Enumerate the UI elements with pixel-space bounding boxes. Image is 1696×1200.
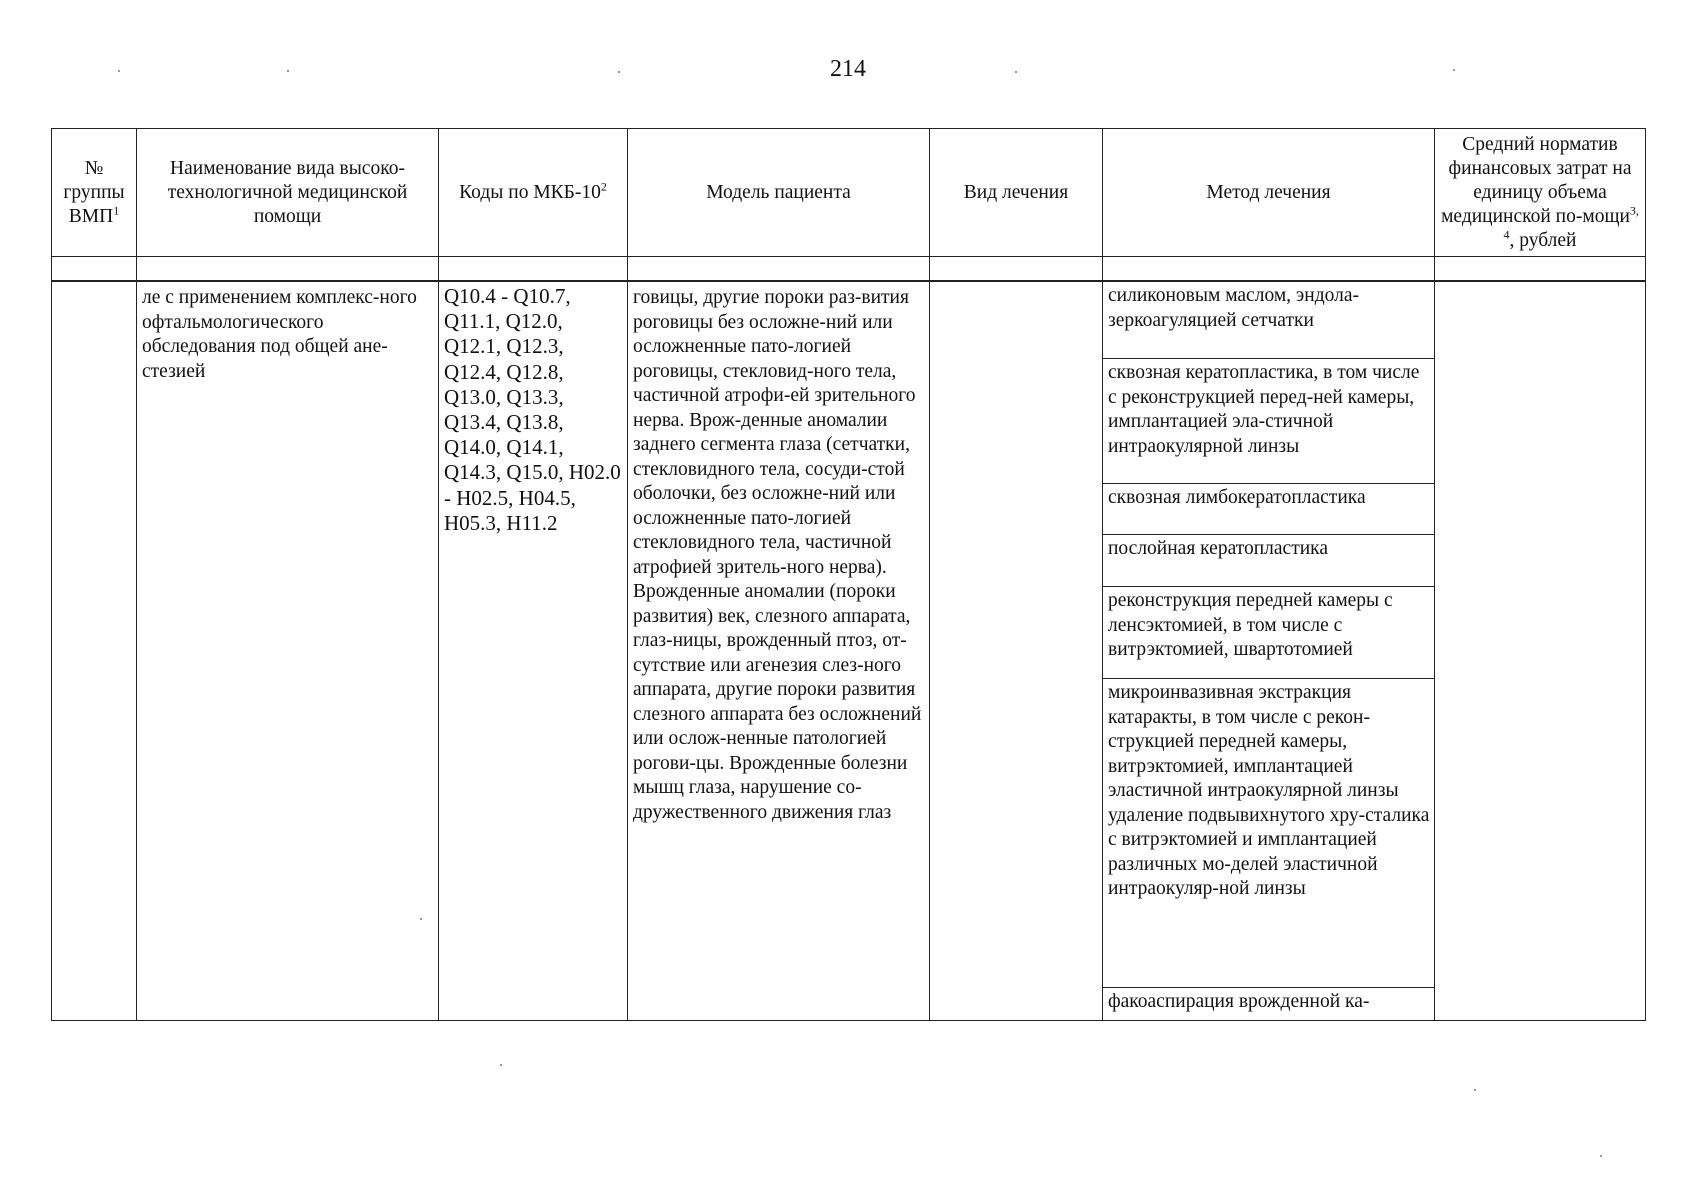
cell-treatment-type: [930, 281, 1103, 1021]
scan-speck: [500, 1064, 502, 1066]
method-item: реконструкция передней камеры с ленсэктомией, в том числе с витрэктомией, швартотомией: [1103, 587, 1434, 679]
header-row: [52, 129, 1646, 257]
header-cost-norm: Средний норматив финансовых затрат на единицу объема медицинской по-мощи$^{3, 4}$, рублей: [1435, 129, 1646, 257]
scan-speck: [118, 70, 120, 72]
vmp-table: [51, 128, 1646, 1021]
header-treatment-method: Метод лечения: [1103, 129, 1435, 257]
method-item: послойная кератопластика: [1103, 535, 1434, 587]
cell-patient-model: говицы, другие пороки раз-вития роговицы без осложне-ний или осложненные пато-логией роговицы, стекловид-ного тела, частичной атрофи-ей зрительного нерва. Врож-денные аномалии заднего сегмента глаза (сетчатки, стекловидного тела, сосуди-стой оболочки, без осложне-ний или осложненные пато-логией стекловидного тела, частичной атрофией зритель-ного нерва). Врожденные аномалии (пороки развития) век, слезного аппарата, глаз-ницы, врожденный птоз, от-сутствие или агенезия слез-ного аппарата, другие пороки развития слезного аппарата без осложнений или ослож-ненные патологией рогови-цы. Врожденные болезни мышц глаза, нарушение со-дружественного движения глаз: [628, 281, 930, 1021]
header-treatment-type: Вид лечения: [930, 129, 1103, 257]
header-care-name: Наименование вида высоко-технологичной медицинской помощи: [137, 129, 439, 257]
page-number: 214: [830, 56, 866, 82]
header-spacer-row: [52, 257, 1646, 282]
header-group-number: № группы ВМП$^1$: [52, 129, 137, 257]
method-item: сквозная лимбокератопластика: [1103, 484, 1434, 535]
scan-speck: [618, 71, 620, 73]
cell-care-name: ле с применением комплекс-ного офтальмологического обследования под общей ане-стезией: [137, 281, 439, 1021]
table-row: [52, 281, 1646, 1021]
cell-treatment-methods: [1103, 281, 1435, 1021]
method-item: сквозная кератопластика, в том числе с реконструкцией перед-ней камеры, имплантацией эла-стичной интраокулярной линзы: [1103, 359, 1434, 484]
scan-speck: [1600, 1155, 1602, 1157]
cell-group-number: [52, 281, 137, 1021]
scan-speck: [1453, 69, 1455, 71]
header-icd-codes: Коды по МКБ-$10^2$: [439, 129, 628, 257]
cell-cost-norm: [1435, 281, 1646, 1021]
scan-speck: [420, 918, 422, 920]
cell-icd-codes: Q10.4 - Q10.7, Q11.1, Q12.0, Q12.1, Q12.3, Q12.4, Q12.8, Q13.0, Q13.3, Q13.4, Q13.8, Q14.0, Q14.1, Q14.3, Q15.0, H02.0 - H02.5, H04.5, H05.3, H11.2: [439, 281, 628, 1021]
method-item: силиконовым маслом, эндола-зеркоагуляцией сетчатки: [1103, 282, 1434, 359]
method-item: факоаспирация врожденной ка-: [1108, 991, 1370, 1012]
header-patient-model: Модель пациента: [628, 129, 930, 257]
method-item: микроинвазивная экстракция катаракты, в том числе с рекон-струкцией передней камеры, витрэктомией, имплантацией эластичной интраокулярной линзы удаление подвывихнутого хру-сталика с витрэктомией и имплантацией различных мо-делей эластичной интраокуляр-ной линзы: [1103, 679, 1434, 988]
scan-speck: [1474, 1089, 1476, 1091]
scan-speck: [1015, 71, 1017, 73]
scan-speck: [287, 70, 289, 72]
